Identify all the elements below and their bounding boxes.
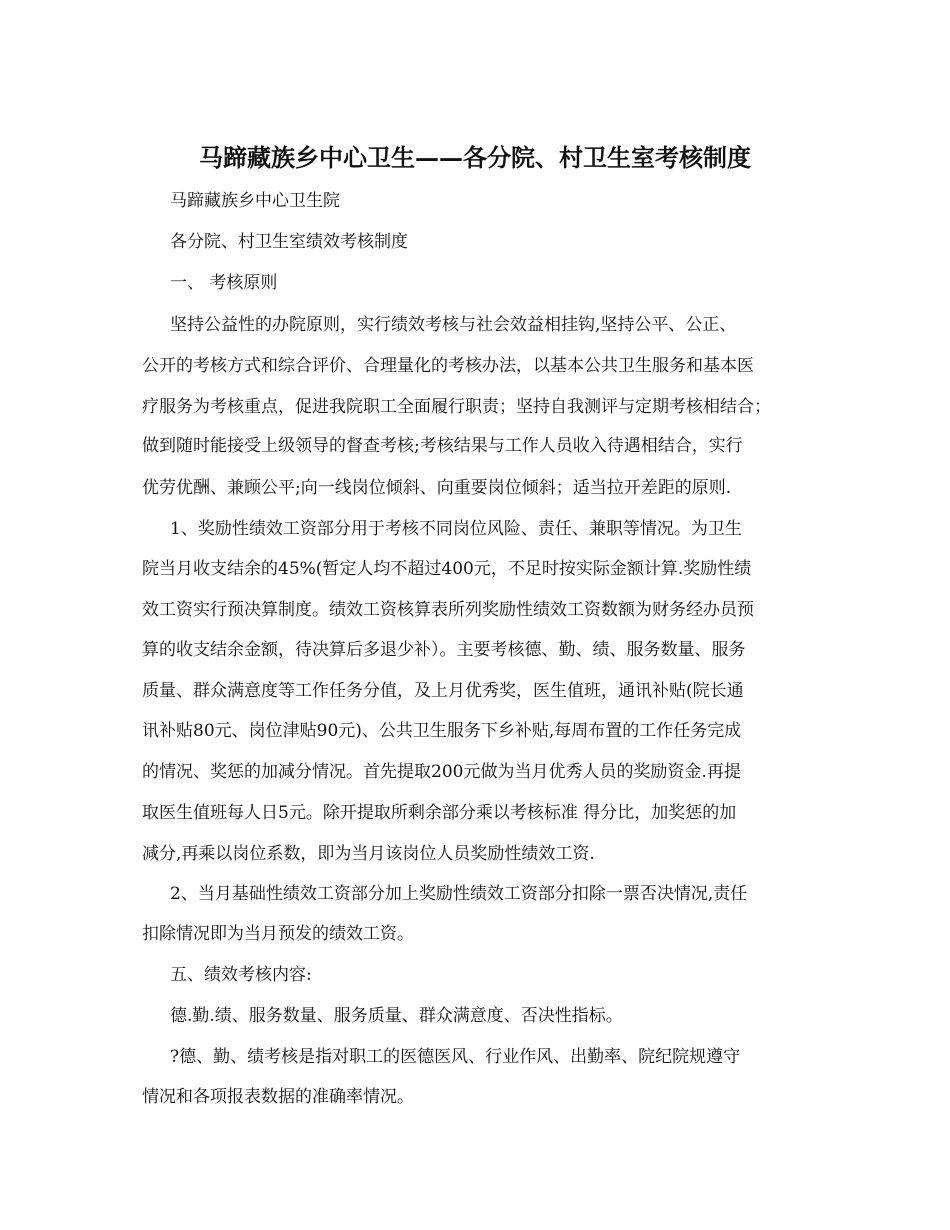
paragraph-line: 坚持公益性的办院原则，实行绩效考核与社会效益相挂钩,坚持公平、公正、 — [170, 315, 737, 335]
paragraph-line: 扣除情况即为当月预发的绩效工资。 — [142, 924, 414, 944]
paragraph-line: 减分,再乘以岗位系数，即为当月该岗位人员奖励性绩效工资. — [142, 844, 595, 864]
paragraph-line: 讯补贴80元、岗位津贴90元)、公共卫生服务下乡补贴,每周布置的工作任务完成 — [142, 721, 742, 741]
paragraph-line: 疗服务为考核重点，促进我院职工全面履行职责；坚持自我测评与定期考核相结合； — [142, 397, 771, 417]
paragraph-line: 情况和各项报表数据的准确率情况。 — [142, 1087, 414, 1107]
paragraph-line: 优劳优酬、兼顾公平;向一线岗位倾斜、向重要岗位倾斜；适当拉开差距的原则. — [142, 478, 732, 498]
paragraph-line: 各分院、村卫生室绩效考核制度 — [170, 232, 408, 252]
paragraph-line: 做到随时能接受上级领导的督查考核;考核结果与工作人员收入待遇相结合，实行 — [142, 436, 743, 456]
paragraph-line: 德.勤.绩、服务数量、服务质量、群众满意度、否决性指标。 — [170, 1006, 623, 1026]
document-title: 马蹄藏族乡中心卫生——各分院、村卫生室考核制度 — [199, 143, 751, 172]
paragraph-line: 公开的考核方式和综合评价、合理量化的考核办法，以基本公共卫生服务和基本医 — [142, 356, 754, 376]
section-heading: 五、绩效考核内容: — [170, 965, 312, 985]
paragraph-line: 效工资实行预决算制度。绩效工资核算表所列奖励性绩效工资数额为财务经办员预 — [142, 600, 754, 620]
paragraph-line: 2、当月基础性绩效工资部分加上奖励性绩效工资部分扣除一票否决情况,责任 — [170, 884, 748, 904]
paragraph-line: 院当月收支结余的45%(暂定人均不超过400元，不足时按实际金额计算.奖励性绩 — [142, 559, 752, 579]
paragraph-line: 1、奖励性绩效工资部分用于考核不同岗位风险、责任、兼职等情况。为卫生 — [170, 519, 742, 539]
paragraph-line: 算的收支结余金额，待决算后多退少补）。主要考核德、勤、绩、服务数量、服务 — [142, 640, 746, 660]
paragraph-line: 的情况、奖惩的加减分情况。首先提取200元做为当月优秀人员的奖励资金.再提 — [142, 762, 741, 782]
paragraph-line: 马蹄藏族乡中心卫生院 — [170, 191, 340, 211]
paragraph-line: 取医生值班每人日5元。除开提取所剩余部分乘以考核标准 得分比，加奖惩的加 — [142, 803, 737, 823]
section-heading: 一、 考核原则 — [170, 273, 278, 293]
paragraph-line: ?德、勤、绩考核是指对职工的医德医风、行业作风、出勤率、院纪院规遵守 — [170, 1047, 741, 1067]
paragraph-line: 质量、群众满意度等工作任务分值，及上月优秀奖，医生值班，通讯补贴(院长通 — [142, 681, 744, 701]
